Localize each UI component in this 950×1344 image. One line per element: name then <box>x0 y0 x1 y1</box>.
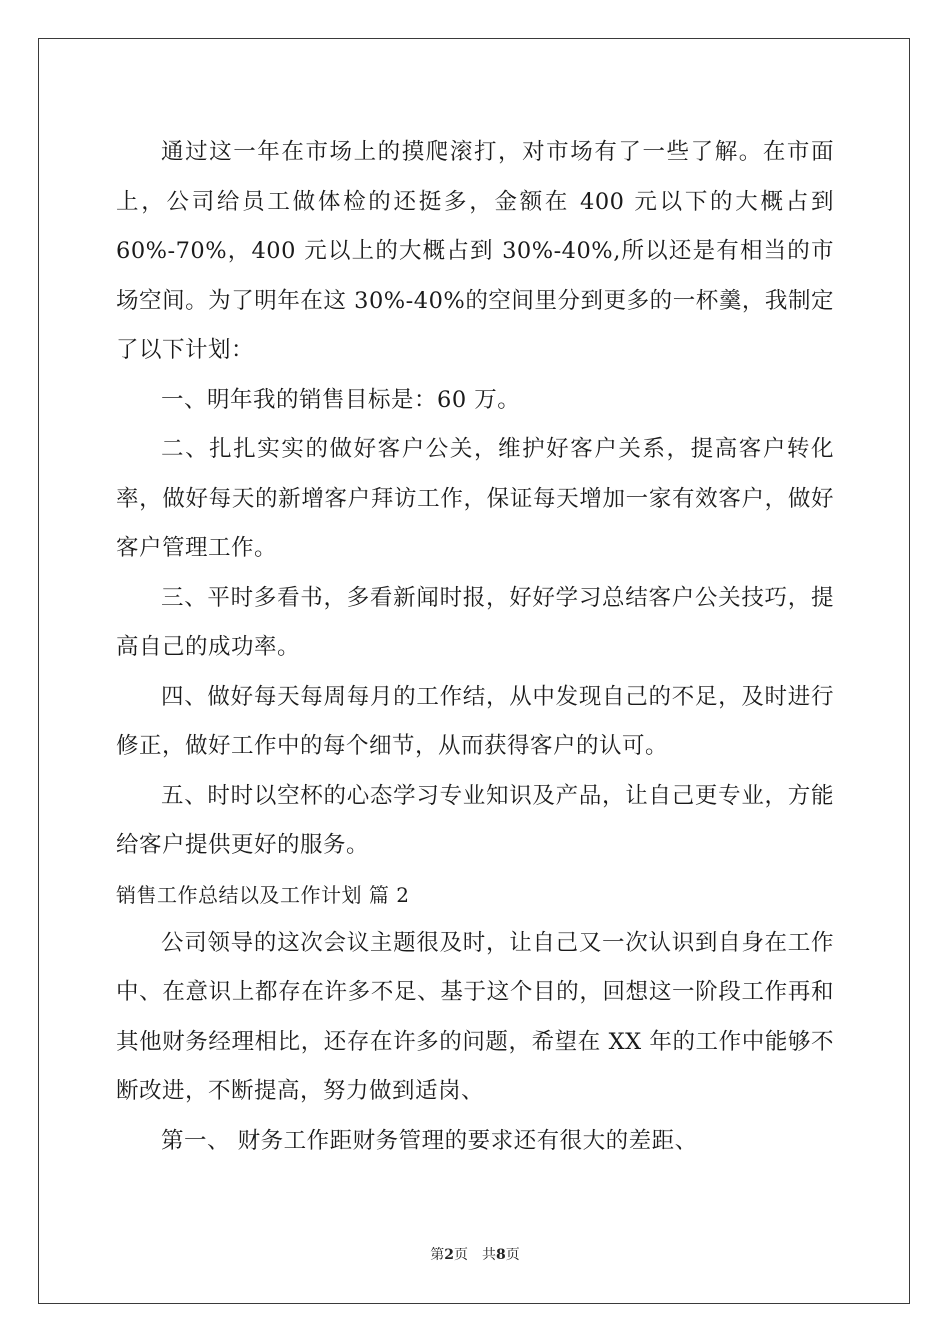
page-suffix: 页 <box>454 1247 468 1263</box>
paragraph-plan-item-5: 五、时时以空杯的心态学习专业知识及产品，让自己更专业，方能给客户提供更好的服务。 <box>116 782 834 858</box>
document-body <box>116 128 834 1166</box>
page-footer <box>0 1244 950 1264</box>
page-number: 2 <box>444 1247 454 1263</box>
section-heading: 销售工作总结以及工作计划 篇 2 <box>116 882 410 907</box>
paragraph-plan-item-3: 三、平时多看书，多看新闻时报，好好学习总结客户公关技巧，提高自己的成功率。 <box>116 584 834 660</box>
paragraph-meeting-reflection: 公司领导的这次会议主题很及时，让自己又一次认识到自身在工作中、在意识上都存在许多不足、基于这个目的，回想这一阶段工作再和其他财务经理相比，还存在许多的问题，希望在 XX 年的工作中能够不断改进，不断提高，努力做到适岗、 <box>116 929 834 1104</box>
paragraph-plan-item-4: 四、做好每天每周每月的工作结，从中发现自己的不足，及时进行修正，做好工作中的每个细节，从而获得客户的认可。 <box>116 683 834 759</box>
paragraph-plan-item-1: 一、明年我的销售目标是：60 万。 <box>161 386 521 413</box>
paragraph-point-1: 第一、 财务工作距财务管理的要求还有很大的差距、 <box>161 1127 698 1154</box>
paragraph-market-analysis: 通过这一年在市场上的摸爬滚打，对市场有了一些了解。在市面上，公司给员工做体检的还挺多，金额在 400 元以下的大概占到 60%-70%，400 元以上的大概占到 30%-40%,所以还是有相当的市场空间。为了明年在这 30%-40%的空间里分到更多的一杯羹，我制定了以下计划： <box>116 139 834 363</box>
total-suffix: 页 <box>505 1247 520 1263</box>
total-prefix: 共 <box>482 1247 496 1263</box>
total-pages: 8 <box>496 1247 506 1263</box>
paragraph-plan-item-2: 二、扎扎实实的做好客户公关，维护好客户关系，提高客户转化率，做好每天的新增客户拜访工作，保证每天增加一家有效客户，做好客户管理工作。 <box>116 436 834 561</box>
page-prefix: 第 <box>430 1247 445 1263</box>
